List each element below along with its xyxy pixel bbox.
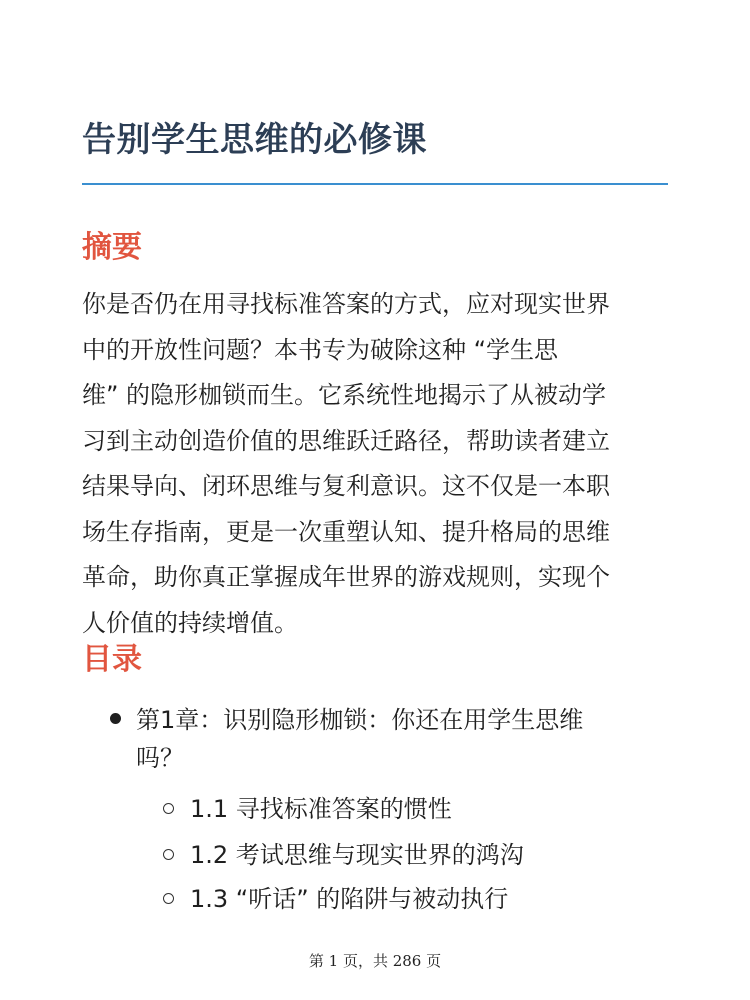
toc-heading: 目录 <box>82 642 142 677</box>
toc-chapter-item <box>136 701 656 777</box>
abstract-line: 习到主动创造价值的思维跃迁路径，帮助读者建立 <box>82 426 610 455</box>
toc-section-item: 1.3 “听话” 的陷阱与被动执行 <box>190 885 509 913</box>
toc-chapter-title-line: 吗？ <box>136 744 184 772</box>
bullet-circle-icon <box>163 893 174 904</box>
abstract-heading: 摘要 <box>82 230 142 265</box>
abstract-line: 中的开放性问题？本书专为破除这种 “学生思 <box>82 335 559 364</box>
bullet-circle-icon <box>163 803 174 814</box>
bullet-circle-icon <box>163 849 174 860</box>
abstract-paragraph <box>82 282 682 646</box>
page-title: 告别学生思维的必修课 <box>82 120 427 160</box>
abstract-line: 场生存指南，更是一次重塑认知、提升格局的思维 <box>82 517 610 546</box>
abstract-line: 结果导向、闭环思维与复利意识。这不仅是一本职 <box>82 472 610 500</box>
toc-section-item: 1.1 寻找标准答案的惯性 <box>190 795 452 823</box>
toc-section-item: 1.2 考试思维与现实世界的鸿沟 <box>190 841 524 869</box>
abstract-line: 人价值的持续增值。 <box>82 608 298 637</box>
toc-chapter-title-line: 第1章：识别隐形枷锁：你还在用学生思维 <box>136 706 584 734</box>
bullet-disc-icon <box>110 713 121 724</box>
page-number-footer: 第 1 页，共 286 页 <box>308 952 442 970</box>
abstract-line: 革命，助你真正掌握成年世界的游戏规则，实现个 <box>82 563 610 591</box>
abstract-line: 维” 的隐形枷锁而生。它系统性地揭示了从被动学 <box>82 381 607 409</box>
title-divider <box>82 183 668 185</box>
abstract-line: 你是否仍在用寻找标准答案的方式，应对现实世界 <box>82 290 610 318</box>
